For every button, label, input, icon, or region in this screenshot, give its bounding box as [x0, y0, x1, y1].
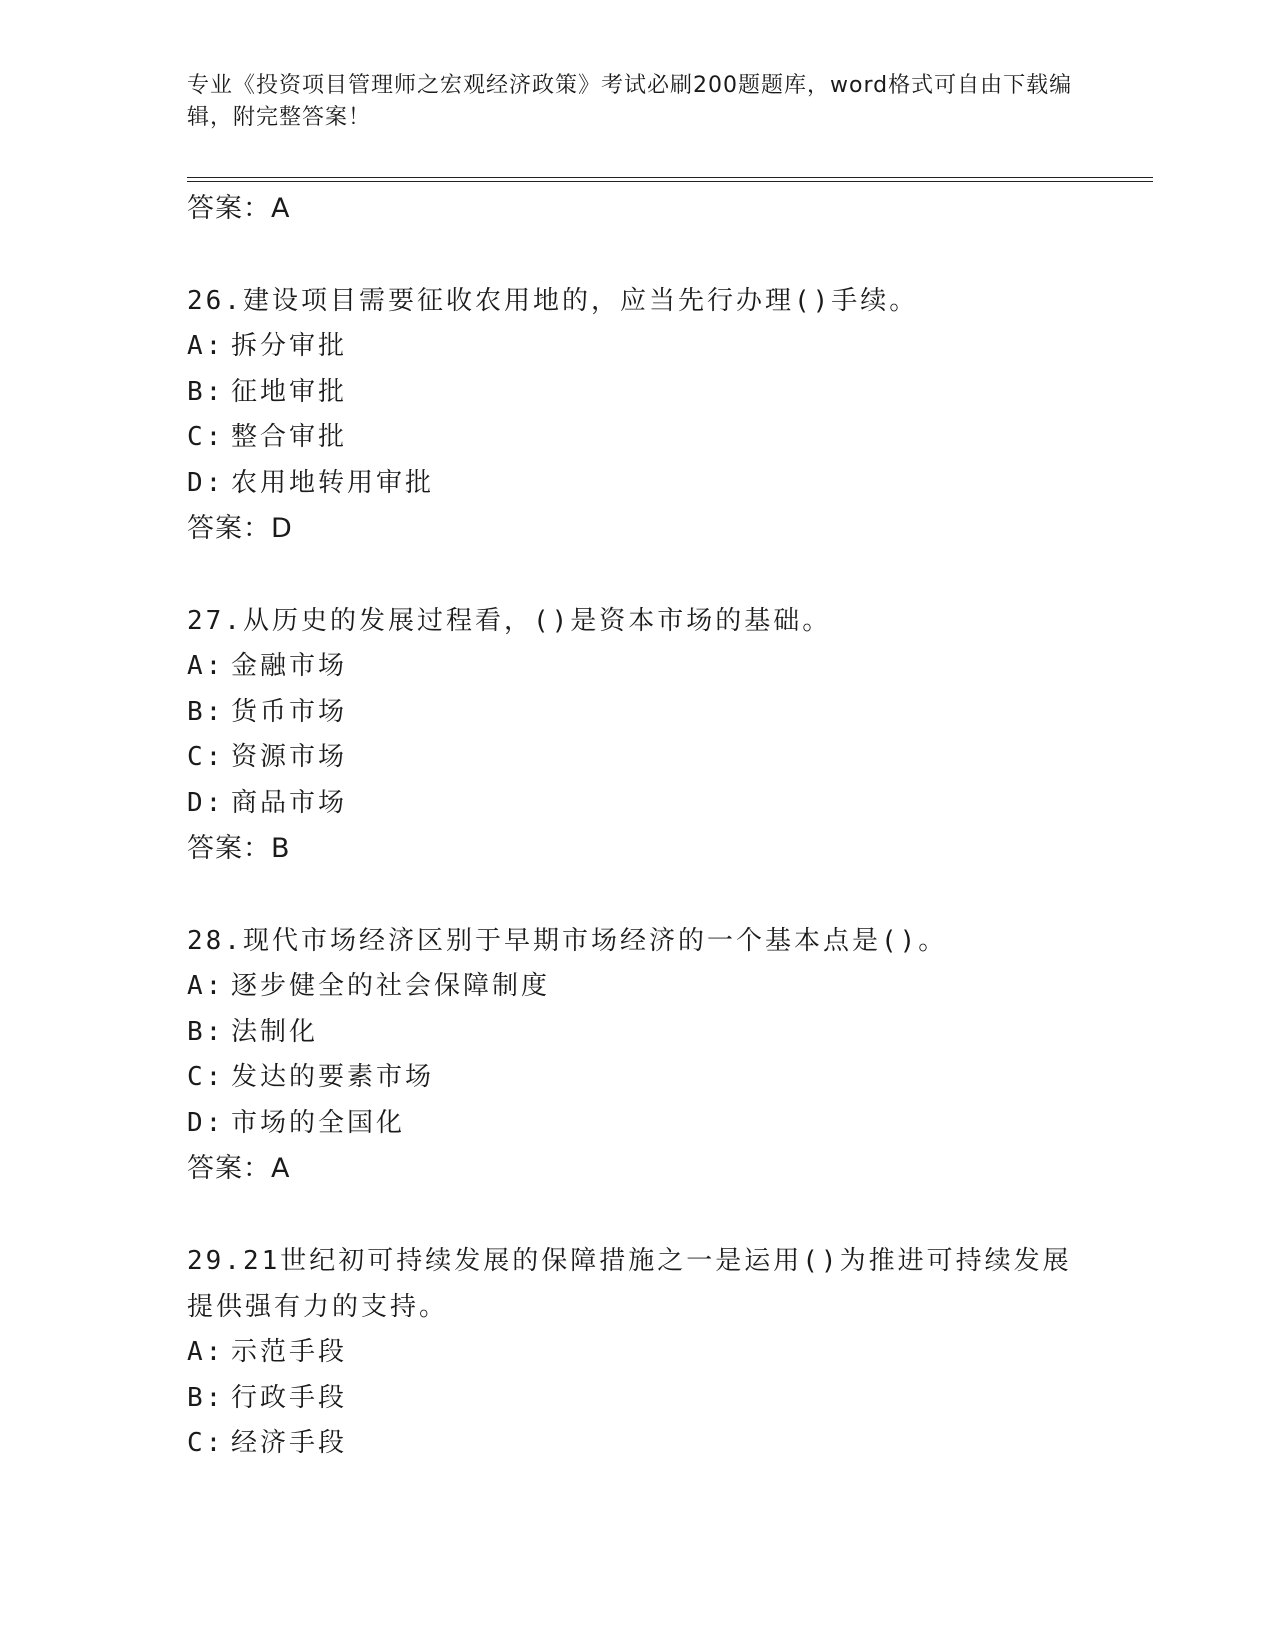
option-a [187, 1330, 1087, 1376]
option-letter: B: [187, 1382, 225, 1413]
header-divider [187, 177, 1153, 182]
question-text: 26.建设项目需要征收农用地的，应当先行办理()手续。 [187, 286, 919, 316]
option-letter: D: [187, 1107, 225, 1138]
option-letter: B: [187, 376, 225, 407]
option-c [187, 415, 1087, 461]
option-text: 市场的全国化 [231, 1107, 406, 1138]
option-b [187, 370, 1087, 416]
option-c [187, 1421, 1087, 1467]
option-d [187, 461, 1087, 507]
option-text: 法制化 [231, 1016, 319, 1047]
question-block [187, 278, 1087, 552]
option-c [187, 735, 1087, 781]
option-text: 货币市场 [231, 696, 348, 727]
document-header: 专业《投资项目管理师之宏观经济政策》考试必刷200题题库，word格式可自由下载编辑，附完整答案！ [187, 73, 1073, 130]
option-letter: A: [187, 1337, 225, 1367]
question-block [187, 918, 1087, 1192]
question-text: 28.现代市场经济区别于早期市场经济的一个基本点是()。 [187, 926, 948, 956]
option-text: 整合审批 [231, 422, 348, 452]
option-c [187, 1055, 1087, 1101]
option-letter: A: [187, 331, 225, 361]
answer-line: 答案：D [187, 513, 293, 544]
option-b [187, 1010, 1087, 1056]
option-text: 发达的要素市场 [231, 1062, 435, 1092]
option-letter: C: [187, 1062, 225, 1092]
answer-line: 答案：A [187, 193, 291, 224]
question-list [187, 186, 1087, 1467]
option-text: 金融市场 [231, 651, 348, 681]
option-text: 行政手段 [231, 1382, 348, 1413]
question-text: 27.从历史的发展过程看，()是资本市场的基础。 [187, 606, 832, 636]
answer-line: 答案：B [187, 833, 291, 864]
option-text: 资源市场 [231, 742, 348, 772]
option-text: 经济手段 [231, 1428, 348, 1458]
option-letter: A: [187, 651, 225, 681]
option-letter: C: [187, 1428, 225, 1458]
option-letter: D: [187, 467, 225, 498]
option-a [187, 644, 1087, 690]
answer-line: 答案：A [187, 1153, 291, 1184]
option-b [187, 690, 1087, 736]
option-d [187, 1101, 1087, 1147]
option-text: 商品市场 [231, 787, 348, 818]
question-block [187, 1238, 1087, 1467]
option-letter: D: [187, 787, 225, 818]
option-letter: C: [187, 422, 225, 452]
option-d [187, 781, 1087, 827]
option-b [187, 1376, 1087, 1422]
option-text: 逐步健全的社会保障制度 [231, 971, 551, 1001]
option-letter: C: [187, 742, 225, 772]
option-text: 农用地转用审批 [231, 467, 435, 498]
option-letter: A: [187, 971, 225, 1001]
option-text: 示范手段 [231, 1337, 348, 1367]
option-a [187, 324, 1087, 370]
option-a [187, 964, 1087, 1010]
question-text: 29.21世纪初可持续发展的保障措施之一是运用()为推进可持续发展提供强有力的支持。 [187, 1246, 1072, 1322]
option-letter: B: [187, 1016, 225, 1047]
question-block [187, 598, 1087, 872]
option-text: 征地审批 [231, 376, 348, 407]
option-text: 拆分审批 [231, 331, 348, 361]
option-letter: B: [187, 696, 225, 727]
